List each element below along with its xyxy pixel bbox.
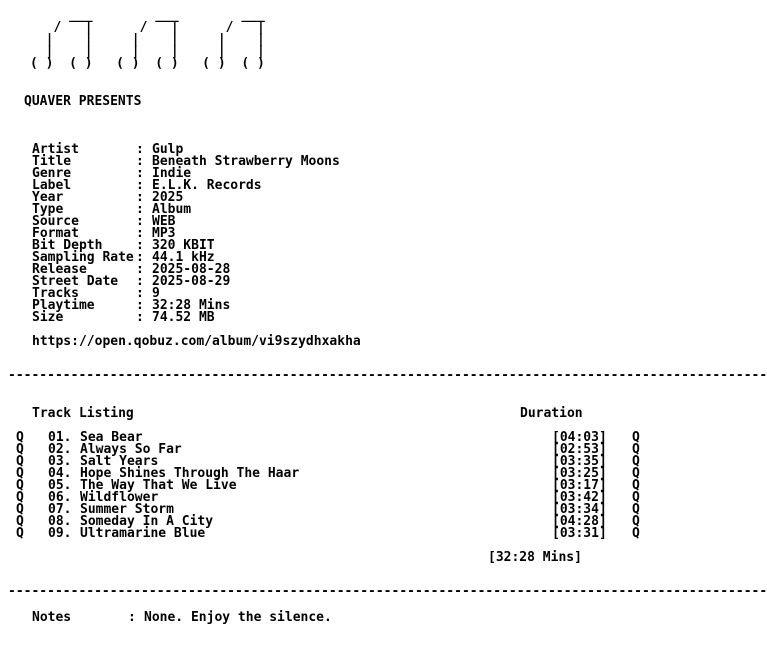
- track-duration: [03:34]: [552, 502, 607, 517]
- info-colon: :: [136, 250, 144, 265]
- track-number: 07.: [48, 502, 72, 517]
- row-marker: Q: [16, 514, 24, 529]
- row-marker: Q: [16, 490, 24, 505]
- info-key: Sampling Rate: [32, 250, 134, 265]
- info-colon: :: [136, 238, 144, 253]
- row-marker: Q: [632, 430, 640, 445]
- track-duration: [03:35]: [552, 454, 607, 469]
- info-colon: :: [136, 178, 144, 193]
- track-title: Salt Years: [80, 454, 159, 469]
- track-listing-heading: Track Listing: [32, 406, 134, 421]
- row-marker: Q: [632, 502, 640, 517]
- info-key: Type: [32, 202, 64, 217]
- info-key: Artist: [32, 142, 79, 157]
- info-colon: :: [136, 310, 144, 325]
- info-key: Tracks: [32, 286, 79, 301]
- info-key: Bit Depth: [32, 238, 103, 253]
- track-title: Summer Storm: [80, 502, 174, 517]
- total-playtime: [32:28 Mins]: [488, 550, 582, 565]
- info-value: Beneath Strawberry Moons: [152, 154, 340, 169]
- track-title: Always So Far: [80, 442, 182, 457]
- track-number: 01.: [48, 430, 72, 445]
- track-title: Sea Bear: [80, 430, 143, 445]
- info-value: 320 KBIT: [152, 238, 215, 253]
- info-value: 2025-08-29: [152, 274, 231, 289]
- track-number: 06.: [48, 490, 72, 505]
- notes-value: None. Enjoy the silence.: [144, 610, 332, 625]
- info-colon: :: [136, 190, 144, 205]
- info-key: Size: [32, 310, 64, 325]
- row-marker: Q: [16, 442, 24, 457]
- info-value: MP3: [152, 226, 176, 241]
- row-marker: Q: [632, 478, 640, 493]
- track-number: 05.: [48, 478, 72, 493]
- track-number: 04.: [48, 466, 72, 481]
- info-value: Indie: [152, 166, 192, 181]
- track-title: Someday In A City: [80, 514, 214, 529]
- divider-line: -------------------------------------------------------------------------------------------------: [8, 368, 767, 383]
- info-colon: :: [136, 154, 144, 169]
- track-title: Ultramarine Blue: [80, 526, 206, 541]
- row-marker: Q: [632, 454, 640, 469]
- presents-heading: QUAVER PRESENTS: [24, 94, 142, 109]
- info-value: 32:28 Mins: [152, 298, 231, 313]
- table-row: [16, 528, 648, 540]
- info-colon: :: [136, 202, 144, 217]
- info-key: Year: [32, 190, 64, 205]
- row-marker: Q: [16, 466, 24, 481]
- info-key: Playtime: [32, 298, 95, 313]
- info-colon: :: [136, 166, 144, 181]
- track-duration: [04:28]: [552, 514, 607, 529]
- info-colon: :: [136, 142, 144, 157]
- info-key: Label: [32, 178, 72, 193]
- track-title: Wildflower: [80, 490, 159, 505]
- track-duration: [03:42]: [552, 490, 607, 505]
- row-marker: Q: [632, 526, 640, 541]
- info-colon: :: [136, 274, 144, 289]
- release-info-block: [32, 144, 340, 324]
- info-colon: :: [136, 298, 144, 313]
- divider-line: -------------------------------------------------------------------------------------------------: [8, 584, 767, 599]
- track-duration: [03:31]: [552, 526, 607, 541]
- info-colon: :: [136, 262, 144, 277]
- track-duration: [03:25]: [552, 466, 607, 481]
- notes-label: Notes: [32, 610, 72, 625]
- row-marker: Q: [632, 514, 640, 529]
- info-key: Format: [32, 226, 79, 241]
- row-marker: Q: [632, 442, 640, 457]
- info-value: 2025: [152, 190, 184, 205]
- info-colon: :: [136, 226, 144, 241]
- info-key: Title: [32, 154, 72, 169]
- row-marker: Q: [16, 478, 24, 493]
- row-marker: Q: [16, 454, 24, 469]
- ascii-logo-art: ___ ___ ___ / | / | / | | | | | | | | | | | | | ( ) ( ) ( ) ( ) ( ) ( ): [30, 8, 265, 71]
- track-duration: [04:03]: [552, 430, 607, 445]
- row-marker: Q: [16, 502, 24, 517]
- info-value: 74.52 MB: [152, 310, 215, 325]
- info-value: Album: [152, 202, 192, 217]
- info-value: WEB: [152, 214, 176, 229]
- duration-heading: Duration: [520, 406, 583, 421]
- info-row-label: [32, 180, 340, 192]
- info-key: Release: [32, 262, 87, 277]
- info-value: 2025-08-28: [152, 262, 231, 277]
- album-url-link[interactable]: https://open.qobuz.com/album/vi9szydhxakha: [32, 334, 361, 349]
- track-duration: [02:53]: [552, 442, 607, 457]
- info-value: Gulp: [152, 142, 184, 157]
- row-marker: Q: [16, 526, 24, 541]
- info-row-size: [32, 312, 340, 324]
- info-colon: :: [136, 214, 144, 229]
- row-marker: Q: [632, 466, 640, 481]
- info-value: 9: [152, 286, 160, 301]
- track-list: [16, 432, 648, 540]
- info-value: E.L.K. Records: [152, 178, 262, 193]
- row-marker: Q: [632, 490, 640, 505]
- info-colon: :: [136, 286, 144, 301]
- track-number: 08.: [48, 514, 72, 529]
- notes-colon: :: [128, 610, 136, 625]
- track-number: 03.: [48, 454, 72, 469]
- track-number: 02.: [48, 442, 72, 457]
- track-title: The Way That We Live: [80, 478, 237, 493]
- info-value: 44.1 kHz: [152, 250, 215, 265]
- info-key: Genre: [32, 166, 72, 181]
- info-key: Street Date: [32, 274, 119, 289]
- row-marker: Q: [16, 430, 24, 445]
- track-duration: [03:17]: [552, 478, 607, 493]
- track-number: 09.: [48, 526, 72, 541]
- track-title: Hope Shines Through The Haar: [80, 466, 300, 481]
- info-key: Source: [32, 214, 79, 229]
